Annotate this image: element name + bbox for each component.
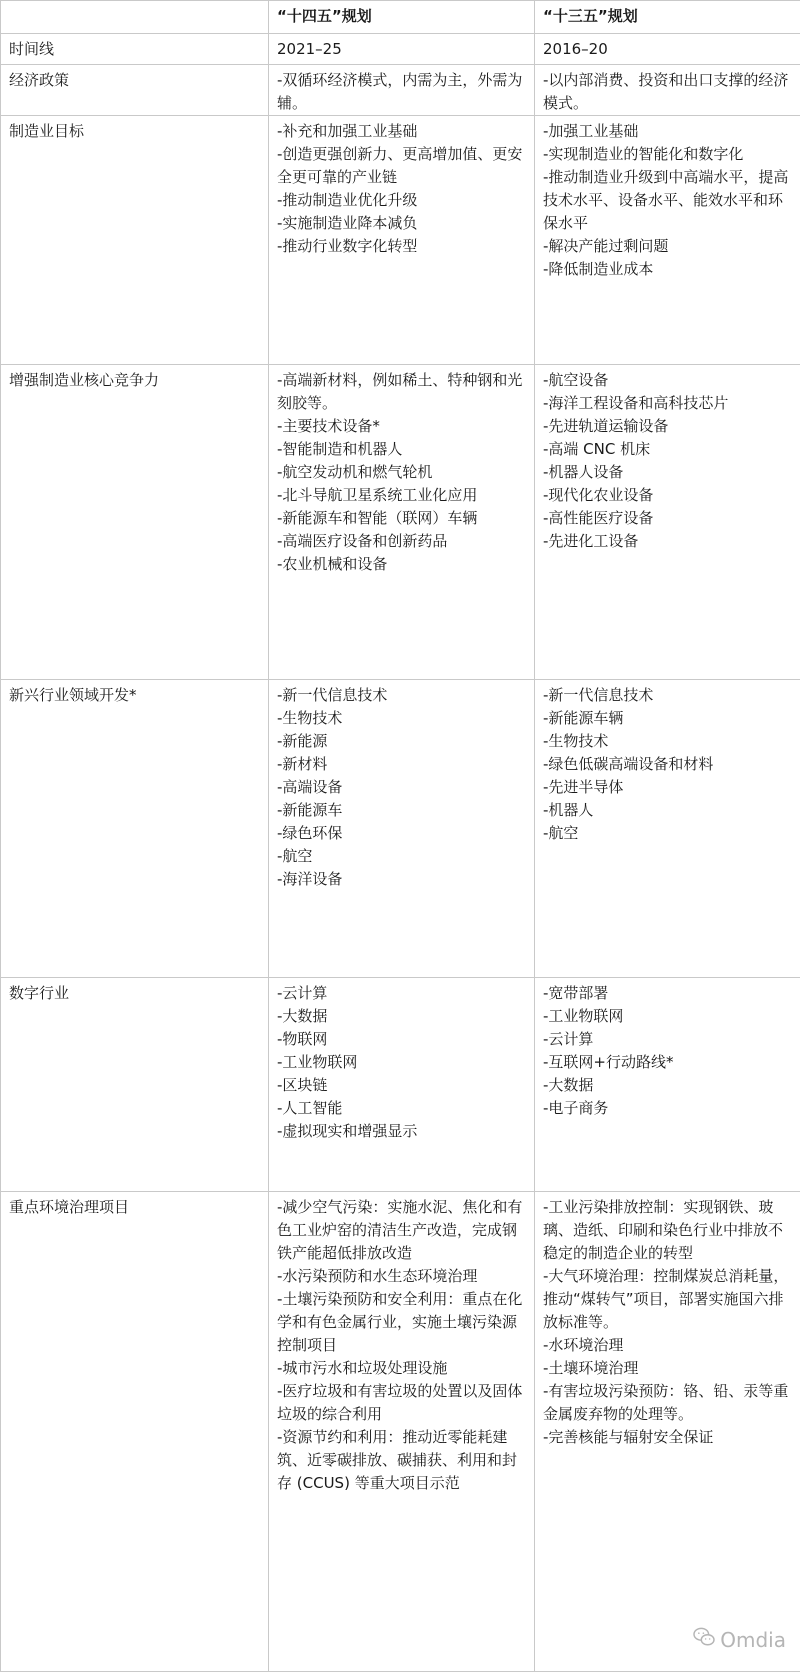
list-item: -区块链 — [277, 1074, 526, 1097]
row-label: 数字行业 — [1, 978, 269, 1192]
list-item: -大数据 — [277, 1005, 526, 1028]
emerging-13th-list — [543, 684, 792, 845]
core-14th-cell — [269, 365, 535, 680]
list-item: -新材料 — [277, 753, 526, 776]
list-item: -降低制造业成本 — [543, 258, 792, 281]
list-item: -机器人设备 — [543, 461, 792, 484]
row-label: 时间线 — [1, 34, 269, 65]
list-item: -医疗垃圾和有害垃圾的处置以及固体垃圾的综合利用 — [277, 1380, 526, 1426]
list-item: -海洋设备 — [277, 868, 526, 891]
digital-13th-list — [543, 982, 792, 1120]
timeline-row — [1, 34, 800, 65]
row-label: 制造业目标 — [1, 116, 269, 365]
econ-14th: -双循环经济模式，内需为主，外需为辅。 — [269, 65, 535, 116]
list-item: -实施制造业降本减负 — [277, 212, 526, 235]
emerging-14th-cell — [269, 680, 535, 978]
list-item: -绿色环保 — [277, 822, 526, 845]
list-item: -智能制造和机器人 — [277, 438, 526, 461]
list-item: -补充和加强工业基础 — [277, 120, 526, 143]
timeline-14th: 2021–25 — [269, 34, 535, 65]
list-item: -土壤环境治理 — [543, 1357, 792, 1380]
list-item: -电子商务 — [543, 1097, 792, 1120]
list-item: -有害垃圾污染预防：铬、铅、汞等重金属废弃物的处理等。 — [543, 1380, 792, 1426]
list-item: -水污染预防和水生态环境治理 — [277, 1265, 526, 1288]
list-item: -加强工业基础 — [543, 120, 792, 143]
digital-industries-row — [1, 978, 800, 1192]
list-item: -水环境治理 — [543, 1334, 792, 1357]
list-item: -航空发动机和燃气轮机 — [277, 461, 526, 484]
list-item: -先进轨道运输设备 — [543, 415, 792, 438]
list-item: -生物技术 — [543, 730, 792, 753]
list-item: -推动制造业升级到中高端水平，提高技术水平、设备水平、能效水平和环保水平 — [543, 166, 792, 235]
list-item: -高端 CNC 机床 — [543, 438, 792, 461]
list-item: -高端医疗设备和创新药品 — [277, 530, 526, 553]
list-item: -海洋工程设备和高科技芯片 — [543, 392, 792, 415]
list-item: -解决产能过剩问题 — [543, 235, 792, 258]
goals-13th-list — [543, 120, 792, 281]
timeline-13th: 2016–20 — [535, 34, 800, 65]
list-item: -高端新材料，例如稀土、特种钢和光刻胶等。 — [277, 369, 526, 415]
list-item: -推动行业数字化转型 — [277, 235, 526, 258]
list-item: -新一代信息技术 — [543, 684, 792, 707]
list-item: -高性能医疗设备 — [543, 507, 792, 530]
header-14th-plan: “十四五”规划 — [269, 1, 535, 34]
row-label: 经济政策 — [1, 65, 269, 116]
list-item: -新能源车和智能（联网）车辆 — [277, 507, 526, 530]
wechat-icon — [693, 1627, 715, 1652]
list-item: -互联网+行动路线* — [543, 1051, 792, 1074]
list-item: -工业污染排放控制：实现钢铁、玻璃、造纸、印刷和染色行业中排放不稳定的制造企业的转型 — [543, 1196, 792, 1265]
list-item: -工业物联网 — [277, 1051, 526, 1074]
row-label: 重点环境治理项目 — [1, 1192, 269, 1672]
core-14th-list — [277, 369, 526, 576]
omdia-watermark — [693, 1627, 786, 1652]
list-item: -北斗导航卫星系统工业化应用 — [277, 484, 526, 507]
list-item: -现代化农业设备 — [543, 484, 792, 507]
list-item: -大数据 — [543, 1074, 792, 1097]
list-item: -新能源车 — [277, 799, 526, 822]
header-empty-cell — [1, 1, 269, 34]
list-item: -高端设备 — [277, 776, 526, 799]
env-14th-list — [277, 1196, 526, 1495]
list-item: -实现制造业的智能化和数字化 — [543, 143, 792, 166]
header-row — [1, 1, 800, 34]
list-item: -物联网 — [277, 1028, 526, 1051]
list-item: -新一代信息技术 — [277, 684, 526, 707]
list-item: -新能源车辆 — [543, 707, 792, 730]
list-item: -完善核能与辐射安全保证 — [543, 1426, 792, 1449]
list-item: -绿色低碳高端设备和材料 — [543, 753, 792, 776]
goals-13th-cell — [535, 116, 800, 365]
list-item: -创造更强创新力、更高增加值、更安全更可靠的产业链 — [277, 143, 526, 189]
row-label: 增强制造业核心竞争力 — [1, 365, 269, 680]
list-item: -推动制造业优化升级 — [277, 189, 526, 212]
header-13th-plan: “十三五”规划 — [535, 1, 800, 34]
digital-13th-cell — [535, 978, 800, 1192]
list-item: -城市污水和垃圾处理设施 — [277, 1357, 526, 1380]
list-item: -人工智能 — [277, 1097, 526, 1120]
digital-14th-cell — [269, 978, 535, 1192]
manufacturing-goals-row — [1, 116, 800, 365]
list-item: -资源节约和利用：推动近零能耗建筑、近零碳排放、碳捕获、利用和封存 (CCUS) 等重大项目示范 — [277, 1426, 526, 1495]
core-13th-cell — [535, 365, 800, 680]
watermark-text: Omdia — [720, 1628, 786, 1652]
economic-policy-row — [1, 65, 800, 116]
emerging-13th-cell — [535, 680, 800, 978]
list-item: -土壤污染预防和安全利用：重点在化学和有色金属行业，实施土壤污染源控制项目 — [277, 1288, 526, 1357]
list-item: -工业物联网 — [543, 1005, 792, 1028]
core-competitiveness-row — [1, 365, 800, 680]
list-item: -减少空气污染：实施水泥、焦化和有色工业炉窑的清洁生产改造，完成钢铁产能超低排放改造 — [277, 1196, 526, 1265]
core-13th-list — [543, 369, 792, 553]
list-item: -航空 — [277, 845, 526, 868]
list-item: -云计算 — [543, 1028, 792, 1051]
list-item: -先进化工设备 — [543, 530, 792, 553]
list-item: -虚拟现实和增强显示 — [277, 1120, 526, 1143]
list-item: -新能源 — [277, 730, 526, 753]
list-item: -农业机械和设备 — [277, 553, 526, 576]
goals-14th-cell — [269, 116, 535, 365]
env-13th-cell — [535, 1192, 800, 1672]
list-item: -宽带部署 — [543, 982, 792, 1005]
environmental-projects-row — [1, 1192, 800, 1672]
list-item: -生物技术 — [277, 707, 526, 730]
econ-13th: -以内部消费、投资和出口支撑的经济模式。 — [535, 65, 800, 116]
list-item: -航空设备 — [543, 369, 792, 392]
list-item: -航空 — [543, 822, 792, 845]
list-item: -机器人 — [543, 799, 792, 822]
emerging-14th-list — [277, 684, 526, 891]
list-item: -大气环境治理：控制煤炭总消耗量，推动“煤转气”项目，部署实施国六排放标准等。 — [543, 1265, 792, 1334]
list-item: -云计算 — [277, 982, 526, 1005]
env-14th-cell — [269, 1192, 535, 1672]
digital-14th-list — [277, 982, 526, 1143]
list-item: -先进半导体 — [543, 776, 792, 799]
goals-14th-list — [277, 120, 526, 258]
row-label: 新兴行业领域开发* — [1, 680, 269, 978]
emerging-industries-row — [1, 680, 800, 978]
env-13th-list — [543, 1196, 792, 1449]
list-item: -主要技术设备* — [277, 415, 526, 438]
